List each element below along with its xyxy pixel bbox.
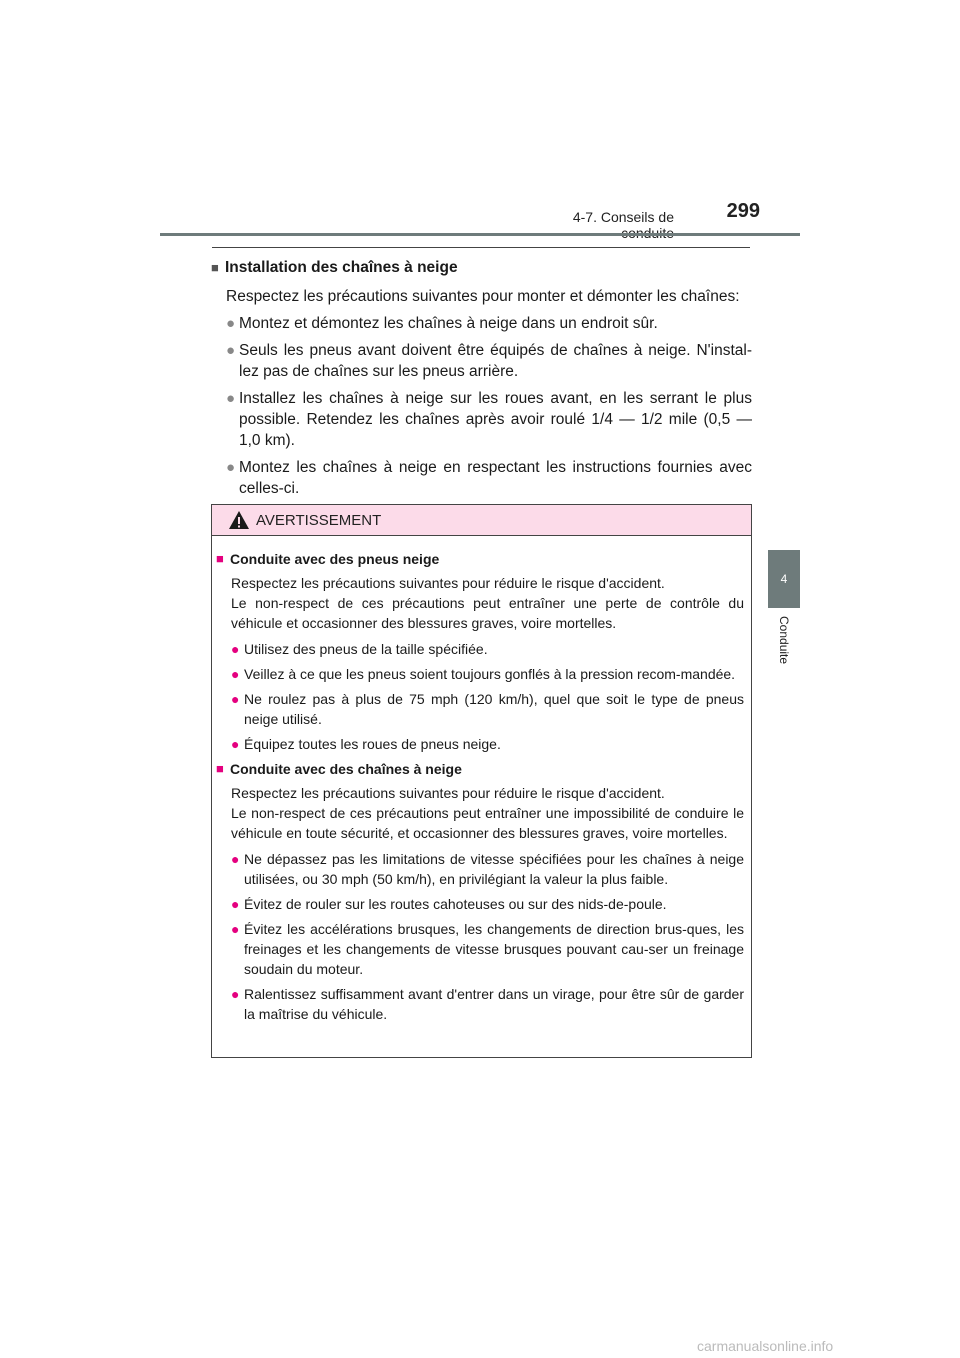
list-item: ● Montez et démontez les chaînes à neige dans un endroit sûr. — [226, 315, 658, 332]
header-divider — [160, 233, 800, 236]
bullet-dot-icon: ● — [226, 459, 236, 476]
list-item: ● Seuls les pneus avant doivent être équipés de chaînes à neige. N'instal-lez pas de chaînes sur les pneus arrière. — [226, 342, 752, 380]
bullet-dot-icon: ● — [231, 851, 240, 867]
square-bullet-icon: ■ — [216, 551, 224, 566]
bullet-dot-icon: ● — [231, 641, 240, 657]
page-number: 299 — [726, 200, 760, 222]
bullet-dot-icon: ● — [231, 666, 240, 682]
warning-header — [212, 505, 751, 536]
section-title: 4-7. Conseils de — [572, 209, 674, 225]
list-item: ● Ne dépassez pas les limitations de vitesse spécifiées pour les chaînes à neige utilisées, ou 30 mph (50 km/h), en privilégiant la valeur la plus faible. — [231, 851, 744, 887]
list-item: ● Évitez de rouler sur les routes cahoteuses ou sur des nids-de-poule. — [231, 896, 667, 912]
main-section — [211, 257, 752, 505]
warning-bullet-list — [231, 849, 744, 1024]
section-heading — [211, 257, 752, 278]
list-item: ● Montez les chaînes à neige en respectant les instructions fournies avec celles-ci. — [226, 459, 752, 497]
intro-paragraph: Respectez les précautions suivantes pour monter et démonter les chaînes: — [226, 288, 740, 305]
warning-title: AVERTISSEMENT — [256, 511, 382, 529]
bullet-dot-icon: ● — [226, 315, 236, 332]
warning-triangle-icon — [228, 510, 250, 530]
bullet-dot-icon: ● — [231, 921, 240, 937]
footer-watermark: carmanualsonline.info — [697, 1338, 834, 1354]
bullet-dot-icon: ● — [231, 986, 240, 1002]
square-bullet-icon: ■ — [216, 761, 224, 776]
bullet-list — [226, 313, 752, 499]
warning-paragraph: Respectez les précautions suivantes pour réduire le risque d'accident. Le non-respect de ces précautions peut entraîner une impossibilité de conduire le véhicule en toute sécurité, et occasionner des blessures graves, voire mortelles. — [231, 785, 744, 841]
list-item: ● Ralentissez suffisamment avant d'entrer dans un virage, pour être sûr de garder la maîtrise du véhicule. — [231, 986, 744, 1022]
warning-heading: ■ Conduite avec des pneus neige — [216, 551, 440, 567]
chapter-tab[interactable]: 4 — [768, 550, 800, 608]
list-item: ● Évitez les accélérations brusques, les changements de direction brus-ques, les freinages et les changements de vitesse brusques pouvant cau-ser un freinage soudain du moteur. — [231, 921, 744, 977]
content-divider — [212, 247, 750, 248]
bullet-dot-icon: ● — [226, 342, 236, 359]
bullet-dot-icon: ● — [231, 691, 240, 707]
bullet-dot-icon: ● — [231, 736, 240, 752]
square-bullet-icon: ■ — [211, 260, 219, 275]
bullet-dot-icon: ● — [226, 390, 236, 407]
heading-text: Installation des chaînes à neige — [225, 259, 458, 276]
bullet-dot-icon: ● — [231, 896, 240, 912]
list-item: ● Veillez à ce que les pneus soient toujours gonflés à la pression recom-mandée. — [231, 666, 736, 682]
warning-paragraph: Respectez les précautions suivantes pour réduire le risque d'accident. Le non-respect de ces précautions peut entraîner une perte de contrôle du véhicule et occasionner des blessures graves, voire mortelles. — [231, 575, 744, 631]
list-item: ● Ne roulez pas à plus de 75 mph (120 km/h), quel que soit le type de pneus neige utilisé. — [231, 691, 744, 727]
list-item: ● Équipez toutes les roues de pneus neige. — [231, 736, 501, 752]
warning-heading: ■ Conduite avec des chaînes à neige — [216, 761, 462, 777]
chapter-label: Conduite — [777, 616, 791, 665]
warning-body — [212, 536, 751, 1024]
warning-bullet-list — [231, 639, 744, 754]
warning-box — [211, 504, 752, 1058]
list-item: ● Utilisez des pneus de la taille spécifiée. — [231, 641, 488, 657]
list-item: ● Installez les chaînes à neige sur les roues avant, en les serrant le plus possible. Retendez les chaînes après avoir roulé 1/4 — 1/2 mile (0,5 — 1,0 km). — [226, 390, 752, 449]
